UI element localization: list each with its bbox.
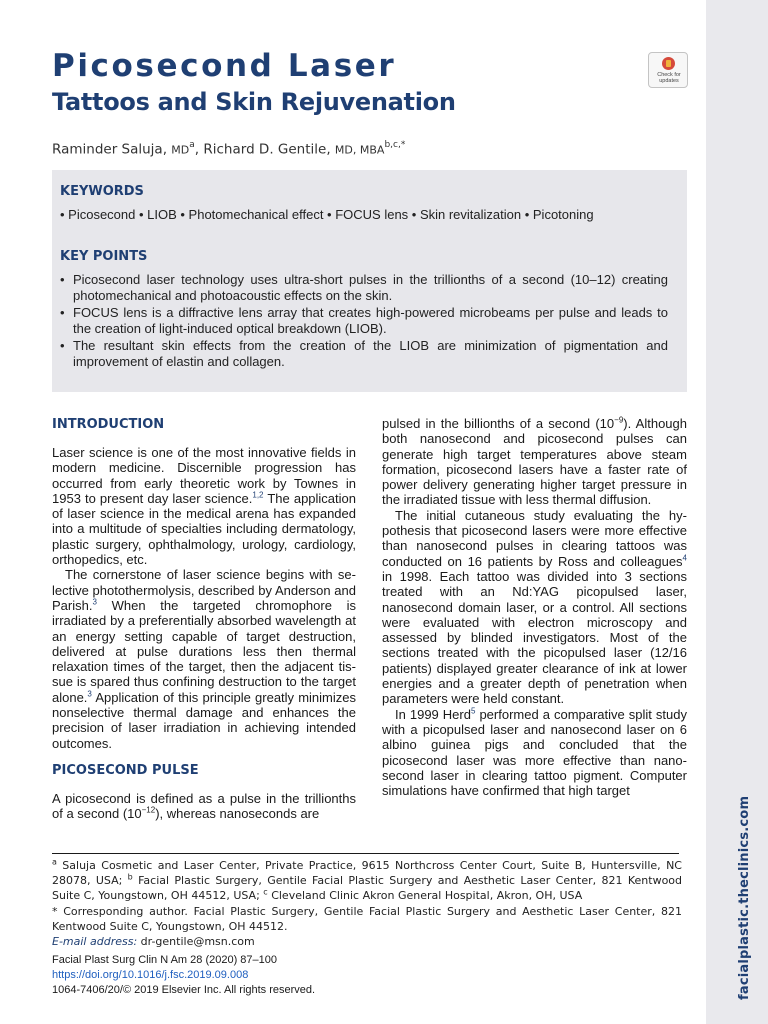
citation-ref[interactable]: 3 [87, 689, 92, 699]
crossmark-icon [662, 57, 675, 70]
key-point-item: • Picosecond laser technology uses ultra-short pulses in the trillionths of a second (10–12) creating photomechanical and photoacoustic effects on the skin. [60, 272, 668, 304]
citation-ref[interactable]: 1,2 [252, 490, 264, 500]
citation-ref[interactable]: 5 [470, 706, 476, 716]
citation-ref[interactable]: 3 [92, 597, 97, 607]
badge-label: Check for updates [657, 72, 681, 84]
exponent: −12 [141, 805, 156, 815]
article-subtitle: Tattoos and Skin Rejuvenation [52, 88, 456, 116]
check-for-updates-badge[interactable] [648, 52, 688, 88]
journal-website: facialplastic.theclinics.com [737, 795, 752, 1000]
footnote-divider [52, 853, 679, 854]
paragraph: Laser science is one of the most innovative fields in modern medicine. Discernible progression has occurred from early theoretic work by Townes in 1953 to present day laser science.$^{1,2}$ The application of laser science in the medical arena has expanded into a multitude of specialties including dermatology, plastic surgery, ophthalmology, urology, cardiology, orthopedics, etc. [52, 445, 356, 568]
paragraph: The cornerstone of laser science begins with selective photothermolysis, described by Anderson and Parish.$^3$ When the targeted chromophore is irradiated by a preferentially absorbed wavelength at an energy setting capable of target destruction, delivered at pulse durations less then thermal relaxation times of the target, then the adjacent tissue is spared thus confining destruction to the target alone.$^3$ Application of this principle greatly minimizes nonselective thermal damage and enhances the precision of laser irradiation in achieving intended outcomes. [52, 567, 356, 751]
key-point-item: • FOCUS lens is a diffractive lens array that creates high-powered microbeams per pulse and leads to the creation of light-induced optical breakdown (LIOB). [60, 305, 668, 337]
keywords-keypoints-box [52, 170, 687, 392]
author-name: Richard D. Gentile, [203, 141, 331, 158]
exponent: −9 [614, 415, 624, 425]
key-point-item: • The resultant skin effects from the creation of the LIOB are minimization of pigmentation and improvement of elastin and collagen. [60, 338, 668, 370]
body-column-left [52, 416, 356, 822]
doi-link[interactable]: https://doi.org/10.1016/j.fsc.2019.09.008 [52, 969, 249, 981]
section-heading-picosecond-pulse: PICOSECOND PULSE [52, 762, 199, 778]
paragraph: The initial cutaneous study evaluating the hypothesis that picosecond lasers were more effective than nanosecond pulses in clearing tattoos was conducted on 16 patients by Ross and colleagues$^4$ in 1998. Each tattoo was divided into 3 sections treated with an Nd:YAG picopulsed laser, nanosecond domain laser, or a control. All sections were evaluated with electron microscopy and assessed by blinded investigators. Most of the sections treated with the picopulsed laser (12/16 patients) displayed greater clearance of ink at lower energies and a greater depth of penetration when parameters were held constant. [382, 507, 687, 707]
key-points-list [60, 272, 668, 371]
journal-reference: Facial Plast Surg Clin N Am 28 (2020) 87–100 [52, 954, 278, 966]
key-points-heading: KEY POINTS [60, 249, 148, 264]
affiliation-mark: b,c,* [384, 140, 406, 150]
paragraph: pulsed in the billionths of a second $(10^{-9})$. Although both nanosecond and picosecond pulses can generate high target temperatures above steam formation, picosecond lasers have a faster rate of power delivery generating higher target pressure in the irradiated tissue with less thermal diffusion. [382, 415, 687, 508]
affiliation-mark: a [189, 140, 195, 150]
keywords-list: • Picosecond • LIOB • Photomechanical effect • FOCUS lens • Skin revitalization • Picotoning [60, 207, 594, 222]
affiliations-note: $^a$ Saluja Cosmetic and Laser Center, Private Practice, 9615 Northcross Center Court, Suite B, Huntersville, NC 28078, USA; $^b$ Facial Plastic Surgery, Gentile Facial Plastic Surgery and Aesthetic Laser Center, 821 Kentwood Suite C, Youngstown, OH 44512, USA; $^c$ Cleveland Clinic Akron General Hospital, Akron, OH, USA [52, 857, 683, 903]
body-column-right [382, 416, 687, 798]
footnotes [52, 858, 682, 949]
corresponding-author-note: * Corresponding author. Facial Plastic Surgery, Gentile Facial Plastic Surgery and Aesthetic Laser Center, 821 Kentwood Suite C, Youngstown, OH 44512. [52, 904, 682, 933]
keywords-heading: KEYWORDS [60, 184, 144, 199]
section-heading-introduction: INTRODUCTION [52, 417, 165, 432]
email-link[interactable]: dr-gentile@msn.com [137, 935, 255, 949]
copyright-line: 1064-7406/20/© 2019 Elsevier Inc. All rights reserved. [52, 984, 316, 996]
email-note: E-mail address: dr-gentile@msn.com [52, 935, 255, 949]
paragraph: A picosecond is defined as a pulse in the trillionths of a second $(10^{-12})$, whereas nanoseconds are [52, 790, 356, 822]
author-degree: MD [171, 143, 190, 157]
author-name: Raminder Saluja, [52, 141, 167, 158]
paragraph: In 1999 Herd$^5$ performed a comparative split study with a picopulsed laser and nanosecond laser on 6 albino guinea pigs and concluded that the picosecond laser was more effective than nanosecond laser in clearing tattoo pigment. Computer simulations have confirmed that high target [382, 706, 687, 799]
citation-ref[interactable]: 4 [682, 553, 687, 563]
author-line: Raminder Saluja, $MD^a$, Richard D. Gentile, MD, $MBA^{b,c,*}$ [52, 140, 406, 158]
citation-block [52, 953, 315, 998]
author-degree: MD, MBA [334, 143, 385, 157]
article-title: Picosecond Laser [52, 48, 397, 84]
